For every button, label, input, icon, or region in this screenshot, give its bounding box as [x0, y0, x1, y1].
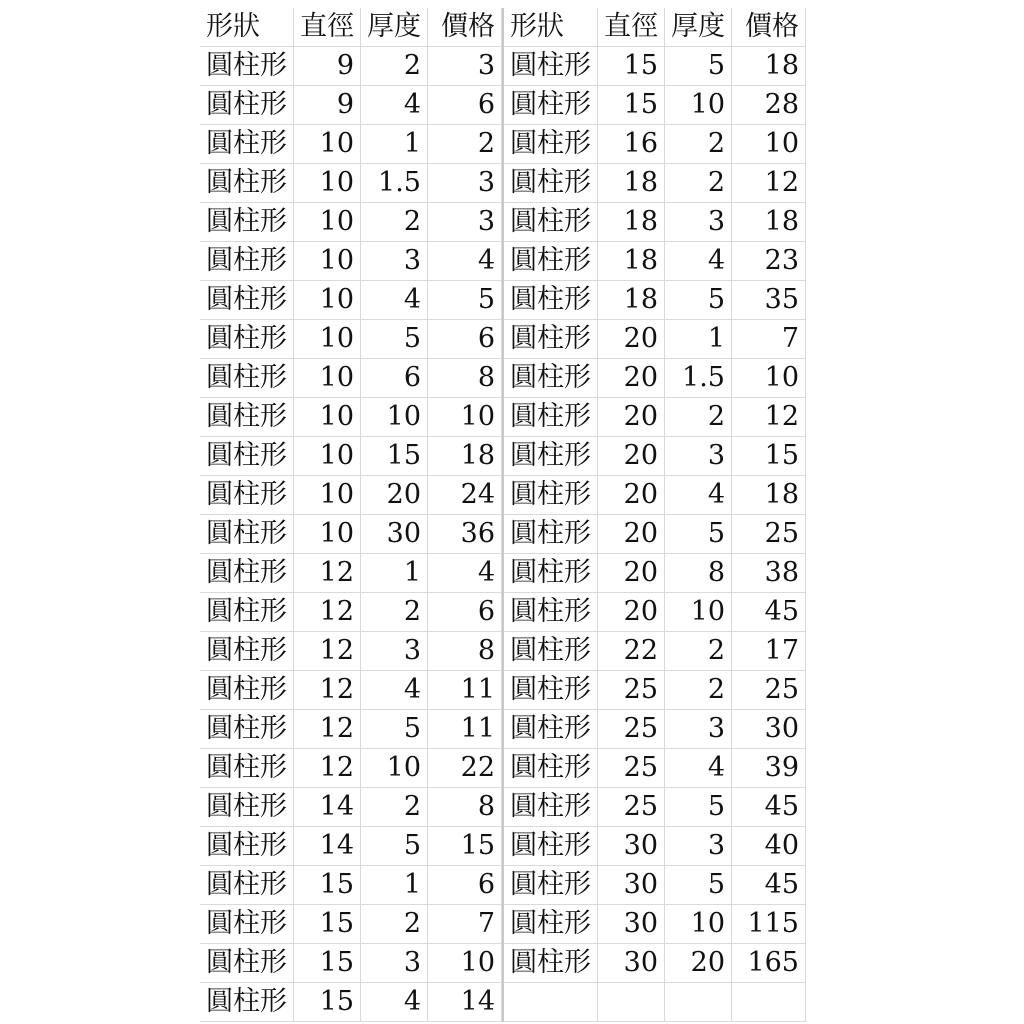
cell-price-right[interactable] [732, 983, 806, 1022]
cell-thickness-right[interactable]: 3 [665, 710, 732, 749]
cell-thickness-right[interactable]: 5 [665, 47, 732, 86]
cell-diameter-right[interactable]: 18 [598, 164, 665, 203]
cell-diameter-right[interactable]: 16 [598, 125, 665, 164]
cell-price-right[interactable]: 38 [732, 554, 806, 593]
cell-diameter-left[interactable]: 9 [294, 86, 361, 125]
table-row [200, 359, 806, 398]
table-body [200, 47, 806, 1022]
cell-thickness-right[interactable]: 8 [665, 554, 732, 593]
header-shape-right[interactable]: 形狀 [503, 8, 598, 47]
cell-thickness-right[interactable] [665, 983, 732, 1022]
cell-thickness-left[interactable]: 5 [361, 710, 428, 749]
cell-price-right[interactable]: 25 [732, 671, 806, 710]
cell-shape-left[interactable]: 圓柱形 [200, 515, 294, 554]
cell-diameter-right[interactable]: 20 [598, 593, 665, 632]
cell-diameter-right[interactable]: 25 [598, 671, 665, 710]
cell-shape-left[interactable]: 圓柱形 [200, 593, 294, 632]
cell-price-right[interactable]: 15 [732, 437, 806, 476]
cell-diameter-right[interactable]: 15 [598, 47, 665, 86]
cell-price-left[interactable]: 6 [428, 866, 502, 905]
cell-thickness-left[interactable]: 3 [361, 944, 428, 983]
cell-thickness-right[interactable]: 5 [665, 866, 732, 905]
cell-price-left[interactable]: 5 [428, 281, 502, 320]
cell-shape-right[interactable]: 圓柱形 [503, 905, 598, 944]
cell-price-left[interactable]: 11 [428, 671, 502, 710]
cell-diameter-right[interactable]: 20 [598, 554, 665, 593]
cell-diameter-left[interactable]: 9 [294, 47, 361, 86]
cell-shape-right[interactable]: 圓柱形 [503, 593, 598, 632]
cell-shape-right[interactable]: 圓柱形 [503, 671, 598, 710]
cell-shape-left[interactable]: 圓柱形 [200, 281, 294, 320]
cell-diameter-left[interactable]: 12 [294, 749, 361, 788]
cell-shape-left[interactable]: 圓柱形 [200, 827, 294, 866]
cell-thickness-left[interactable]: 2 [361, 47, 428, 86]
cell-thickness-right[interactable]: 5 [665, 515, 732, 554]
cell-shape-left[interactable]: 圓柱形 [200, 749, 294, 788]
cell-shape-left[interactable]: 圓柱形 [200, 86, 294, 125]
cell-thickness-left[interactable]: 2 [361, 788, 428, 827]
cell-shape-left[interactable]: 圓柱形 [200, 671, 294, 710]
cell-diameter-right[interactable]: 20 [598, 476, 665, 515]
cell-diameter-left[interactable]: 12 [294, 554, 361, 593]
cell-diameter-right[interactable]: 30 [598, 866, 665, 905]
table-row [200, 398, 806, 437]
cell-shape-left[interactable]: 圓柱形 [200, 866, 294, 905]
cell-thickness-right[interactable]: 3 [665, 437, 732, 476]
table-row [200, 827, 806, 866]
cell-price-right[interactable]: 39 [732, 749, 806, 788]
cell-price-left[interactable]: 10 [428, 398, 502, 437]
cell-price-left[interactable]: 8 [428, 632, 502, 671]
cell-thickness-left[interactable]: 4 [361, 671, 428, 710]
price-table [200, 8, 806, 1022]
cell-shape-right[interactable]: 圓柱形 [503, 281, 598, 320]
cell-price-right[interactable]: 23 [732, 242, 806, 281]
cell-diameter-left[interactable]: 12 [294, 593, 361, 632]
cell-shape-left[interactable]: 圓柱形 [200, 554, 294, 593]
table-row [200, 125, 806, 164]
cell-price-right[interactable]: 115 [732, 905, 806, 944]
cell-thickness-right[interactable]: 2 [665, 632, 732, 671]
cell-diameter-left[interactable]: 10 [294, 437, 361, 476]
cell-shape-right[interactable]: 圓柱形 [503, 125, 598, 164]
cell-price-left[interactable]: 6 [428, 86, 502, 125]
cell-price-left[interactable]: 8 [428, 359, 502, 398]
cell-thickness-right[interactable]: 2 [665, 671, 732, 710]
cell-shape-left[interactable]: 圓柱形 [200, 164, 294, 203]
cell-diameter-right[interactable]: 30 [598, 905, 665, 944]
cell-diameter-right[interactable]: 20 [598, 437, 665, 476]
cell-thickness-left[interactable]: 30 [361, 515, 428, 554]
cell-thickness-left[interactable]: 1 [361, 125, 428, 164]
cell-price-right[interactable]: 18 [732, 47, 806, 86]
table-row [200, 86, 806, 125]
cell-price-right[interactable]: 25 [732, 515, 806, 554]
cell-shape-right[interactable]: 圓柱形 [503, 47, 598, 86]
cell-price-right[interactable]: 18 [732, 203, 806, 242]
cell-shape-left[interactable]: 圓柱形 [200, 320, 294, 359]
table-row [200, 281, 806, 320]
cell-diameter-left[interactable]: 10 [294, 203, 361, 242]
cell-thickness-left[interactable]: 3 [361, 632, 428, 671]
cell-shape-right[interactable]: 圓柱形 [503, 710, 598, 749]
cell-shape-left[interactable]: 圓柱形 [200, 476, 294, 515]
cell-thickness-left[interactable]: 4 [361, 86, 428, 125]
cell-thickness-right[interactable]: 10 [665, 593, 732, 632]
cell-diameter-left[interactable]: 10 [294, 398, 361, 437]
cell-diameter-left[interactable]: 10 [294, 242, 361, 281]
table-row [200, 983, 806, 1022]
cell-thickness-right[interactable]: 4 [665, 749, 732, 788]
header-price-left[interactable]: 價格 [428, 8, 502, 47]
cell-diameter-left[interactable]: 12 [294, 710, 361, 749]
cell-price-right[interactable]: 18 [732, 476, 806, 515]
cell-thickness-left[interactable]: 1 [361, 866, 428, 905]
cell-thickness-left[interactable]: 4 [361, 281, 428, 320]
cell-shape-left[interactable]: 圓柱形 [200, 242, 294, 281]
cell-thickness-right[interactable]: 4 [665, 476, 732, 515]
cell-diameter-right[interactable]: 20 [598, 515, 665, 554]
cell-diameter-right[interactable]: 15 [598, 86, 665, 125]
cell-shape-left[interactable]: 圓柱形 [200, 905, 294, 944]
cell-thickness-right[interactable]: 5 [665, 281, 732, 320]
cell-shape-left[interactable]: 圓柱形 [200, 437, 294, 476]
header-diameter-right[interactable]: 直徑 [598, 8, 665, 47]
cell-shape-right[interactable]: 圓柱形 [503, 164, 598, 203]
header-thickness-right[interactable]: 厚度 [665, 8, 732, 47]
cell-shape-left[interactable]: 圓柱形 [200, 398, 294, 437]
cell-diameter-left[interactable]: 10 [294, 476, 361, 515]
cell-thickness-left[interactable]: 10 [361, 398, 428, 437]
cell-thickness-left[interactable]: 2 [361, 593, 428, 632]
cell-diameter-left[interactable]: 15 [294, 866, 361, 905]
cell-shape-left[interactable]: 圓柱形 [200, 203, 294, 242]
cell-diameter-left[interactable]: 15 [294, 944, 361, 983]
header-thickness-left[interactable]: 厚度 [361, 8, 428, 47]
cell-thickness-right[interactable]: 2 [665, 398, 732, 437]
header-shape-left[interactable]: 形狀 [200, 8, 294, 47]
cell-shape-right[interactable]: 圓柱形 [503, 827, 598, 866]
cell-shape-left[interactable]: 圓柱形 [200, 632, 294, 671]
cell-shape-right[interactable]: 圓柱形 [503, 944, 598, 983]
table-row [200, 905, 806, 944]
cell-price-right[interactable]: 7 [732, 320, 806, 359]
cell-diameter-right[interactable]: 30 [598, 827, 665, 866]
table-row [200, 866, 806, 905]
table-row [200, 437, 806, 476]
cell-price-left[interactable]: 3 [428, 47, 502, 86]
header-row [200, 8, 806, 47]
cell-shape-right[interactable]: 圓柱形 [503, 398, 598, 437]
cell-price-right[interactable]: 35 [732, 281, 806, 320]
table-row [200, 203, 806, 242]
cell-diameter-right[interactable]: 22 [598, 632, 665, 671]
table-row [200, 632, 806, 671]
cell-price-left[interactable]: 8 [428, 788, 502, 827]
cell-price-right[interactable]: 45 [732, 866, 806, 905]
cell-shape-right[interactable]: 圓柱形 [503, 242, 598, 281]
table-row [200, 944, 806, 983]
cell-shape-left[interactable]: 圓柱形 [200, 47, 294, 86]
cell-shape-right[interactable]: 圓柱形 [503, 515, 598, 554]
cell-shape-right[interactable] [503, 983, 598, 1022]
table-row [200, 47, 806, 86]
cell-price-left[interactable]: 15 [428, 827, 502, 866]
cell-price-left[interactable]: 4 [428, 554, 502, 593]
table-row [200, 242, 806, 281]
cell-price-right[interactable]: 17 [732, 632, 806, 671]
cell-shape-left[interactable]: 圓柱形 [200, 125, 294, 164]
cell-diameter-right[interactable]: 18 [598, 203, 665, 242]
cell-price-left[interactable]: 24 [428, 476, 502, 515]
cell-thickness-right[interactable]: 20 [665, 944, 732, 983]
cell-price-right[interactable]: 28 [732, 86, 806, 125]
table-row [200, 164, 806, 203]
cell-thickness-left[interactable]: 2 [361, 905, 428, 944]
cell-diameter-right[interactable]: 18 [598, 242, 665, 281]
cell-thickness-right[interactable]: 10 [665, 86, 732, 125]
cell-price-right[interactable]: 10 [732, 125, 806, 164]
header-diameter-left[interactable]: 直徑 [294, 8, 361, 47]
cell-thickness-left[interactable]: 6 [361, 359, 428, 398]
table-row [200, 671, 806, 710]
cell-diameter-right[interactable]: 25 [598, 788, 665, 827]
cell-shape-right[interactable]: 圓柱形 [503, 359, 598, 398]
table-row [200, 788, 806, 827]
cell-thickness-right[interactable]: 2 [665, 125, 732, 164]
cell-price-right[interactable]: 45 [732, 593, 806, 632]
cell-price-left[interactable]: 4 [428, 242, 502, 281]
cell-price-left[interactable]: 36 [428, 515, 502, 554]
cell-price-right[interactable]: 10 [732, 359, 806, 398]
cell-diameter-left[interactable]: 10 [294, 359, 361, 398]
cell-thickness-left[interactable]: 15 [361, 437, 428, 476]
cell-price-left[interactable]: 14 [428, 983, 502, 1022]
cell-thickness-left[interactable]: 1.5 [361, 164, 428, 203]
cell-price-left[interactable]: 6 [428, 593, 502, 632]
cell-thickness-left[interactable]: 4 [361, 983, 428, 1022]
cell-diameter-right[interactable]: 20 [598, 320, 665, 359]
cell-shape-left[interactable]: 圓柱形 [200, 359, 294, 398]
table-row [200, 476, 806, 515]
cell-diameter-left[interactable]: 14 [294, 827, 361, 866]
cell-shape-right[interactable]: 圓柱形 [503, 203, 598, 242]
cell-shape-right[interactable]: 圓柱形 [503, 86, 598, 125]
cell-price-right[interactable]: 30 [732, 710, 806, 749]
header-price-right[interactable]: 價格 [732, 8, 806, 47]
cell-thickness-left[interactable]: 2 [361, 203, 428, 242]
cell-price-right[interactable]: 165 [732, 944, 806, 983]
cell-shape-right[interactable]: 圓柱形 [503, 437, 598, 476]
cell-price-right[interactable]: 12 [732, 164, 806, 203]
cell-diameter-left[interactable]: 10 [294, 125, 361, 164]
cell-diameter-right[interactable]: 18 [598, 281, 665, 320]
cell-diameter-right[interactable] [598, 983, 665, 1022]
cell-shape-left[interactable]: 圓柱形 [200, 983, 294, 1022]
cell-price-left[interactable]: 3 [428, 164, 502, 203]
cell-thickness-left[interactable]: 5 [361, 320, 428, 359]
table-row [200, 593, 806, 632]
cell-shape-right[interactable]: 圓柱形 [503, 320, 598, 359]
cell-thickness-right[interactable]: 10 [665, 905, 732, 944]
cell-price-left[interactable]: 6 [428, 320, 502, 359]
cell-thickness-left[interactable]: 5 [361, 827, 428, 866]
cell-shape-left[interactable]: 圓柱形 [200, 944, 294, 983]
cell-price-left[interactable]: 22 [428, 749, 502, 788]
cell-diameter-left[interactable]: 15 [294, 983, 361, 1022]
cell-shape-right[interactable]: 圓柱形 [503, 554, 598, 593]
table-row [200, 554, 806, 593]
cell-thickness-right[interactable]: 2 [665, 164, 732, 203]
cell-shape-left[interactable]: 圓柱形 [200, 710, 294, 749]
cell-diameter-right[interactable]: 20 [598, 398, 665, 437]
cell-thickness-right[interactable]: 3 [665, 827, 732, 866]
cell-thickness-right[interactable]: 4 [665, 242, 732, 281]
cell-diameter-left[interactable]: 10 [294, 164, 361, 203]
cell-shape-right[interactable]: 圓柱形 [503, 749, 598, 788]
cell-diameter-right[interactable]: 30 [598, 944, 665, 983]
cell-shape-right[interactable]: 圓柱形 [503, 632, 598, 671]
cell-thickness-right[interactable]: 1.5 [665, 359, 732, 398]
table-row [200, 710, 806, 749]
cell-price-right[interactable]: 40 [732, 827, 806, 866]
cell-price-left[interactable]: 18 [428, 437, 502, 476]
cell-diameter-left[interactable]: 14 [294, 788, 361, 827]
cell-diameter-left[interactable]: 10 [294, 515, 361, 554]
cell-diameter-left[interactable]: 10 [294, 320, 361, 359]
cell-thickness-right[interactable]: 5 [665, 788, 732, 827]
cell-price-right[interactable]: 45 [732, 788, 806, 827]
cell-thickness-left[interactable]: 10 [361, 749, 428, 788]
cell-thickness-right[interactable]: 3 [665, 203, 732, 242]
spreadsheet [200, 8, 826, 1020]
cell-thickness-left[interactable]: 1 [361, 554, 428, 593]
cell-diameter-right[interactable]: 20 [598, 359, 665, 398]
cell-thickness-right[interactable]: 1 [665, 320, 732, 359]
cell-diameter-left[interactable]: 10 [294, 281, 361, 320]
cell-thickness-left[interactable]: 3 [361, 242, 428, 281]
cell-price-left[interactable]: 7 [428, 905, 502, 944]
table-row [200, 515, 806, 554]
cell-diameter-left[interactable]: 12 [294, 671, 361, 710]
cell-price-left[interactable]: 10 [428, 944, 502, 983]
cell-price-right[interactable]: 12 [732, 398, 806, 437]
table-row [200, 749, 806, 788]
cell-diameter-left[interactable]: 15 [294, 905, 361, 944]
cell-diameter-right[interactable]: 25 [598, 749, 665, 788]
cell-shape-right[interactable]: 圓柱形 [503, 866, 598, 905]
cell-thickness-left[interactable]: 20 [361, 476, 428, 515]
table-row [200, 320, 806, 359]
cell-shape-left[interactable]: 圓柱形 [200, 788, 294, 827]
cell-price-left[interactable]: 3 [428, 203, 502, 242]
cell-shape-right[interactable]: 圓柱形 [503, 788, 598, 827]
cell-diameter-right[interactable]: 25 [598, 710, 665, 749]
cell-shape-right[interactable]: 圓柱形 [503, 476, 598, 515]
cell-diameter-left[interactable]: 12 [294, 632, 361, 671]
cell-price-left[interactable]: 11 [428, 710, 502, 749]
cell-price-left[interactable]: 2 [428, 125, 502, 164]
